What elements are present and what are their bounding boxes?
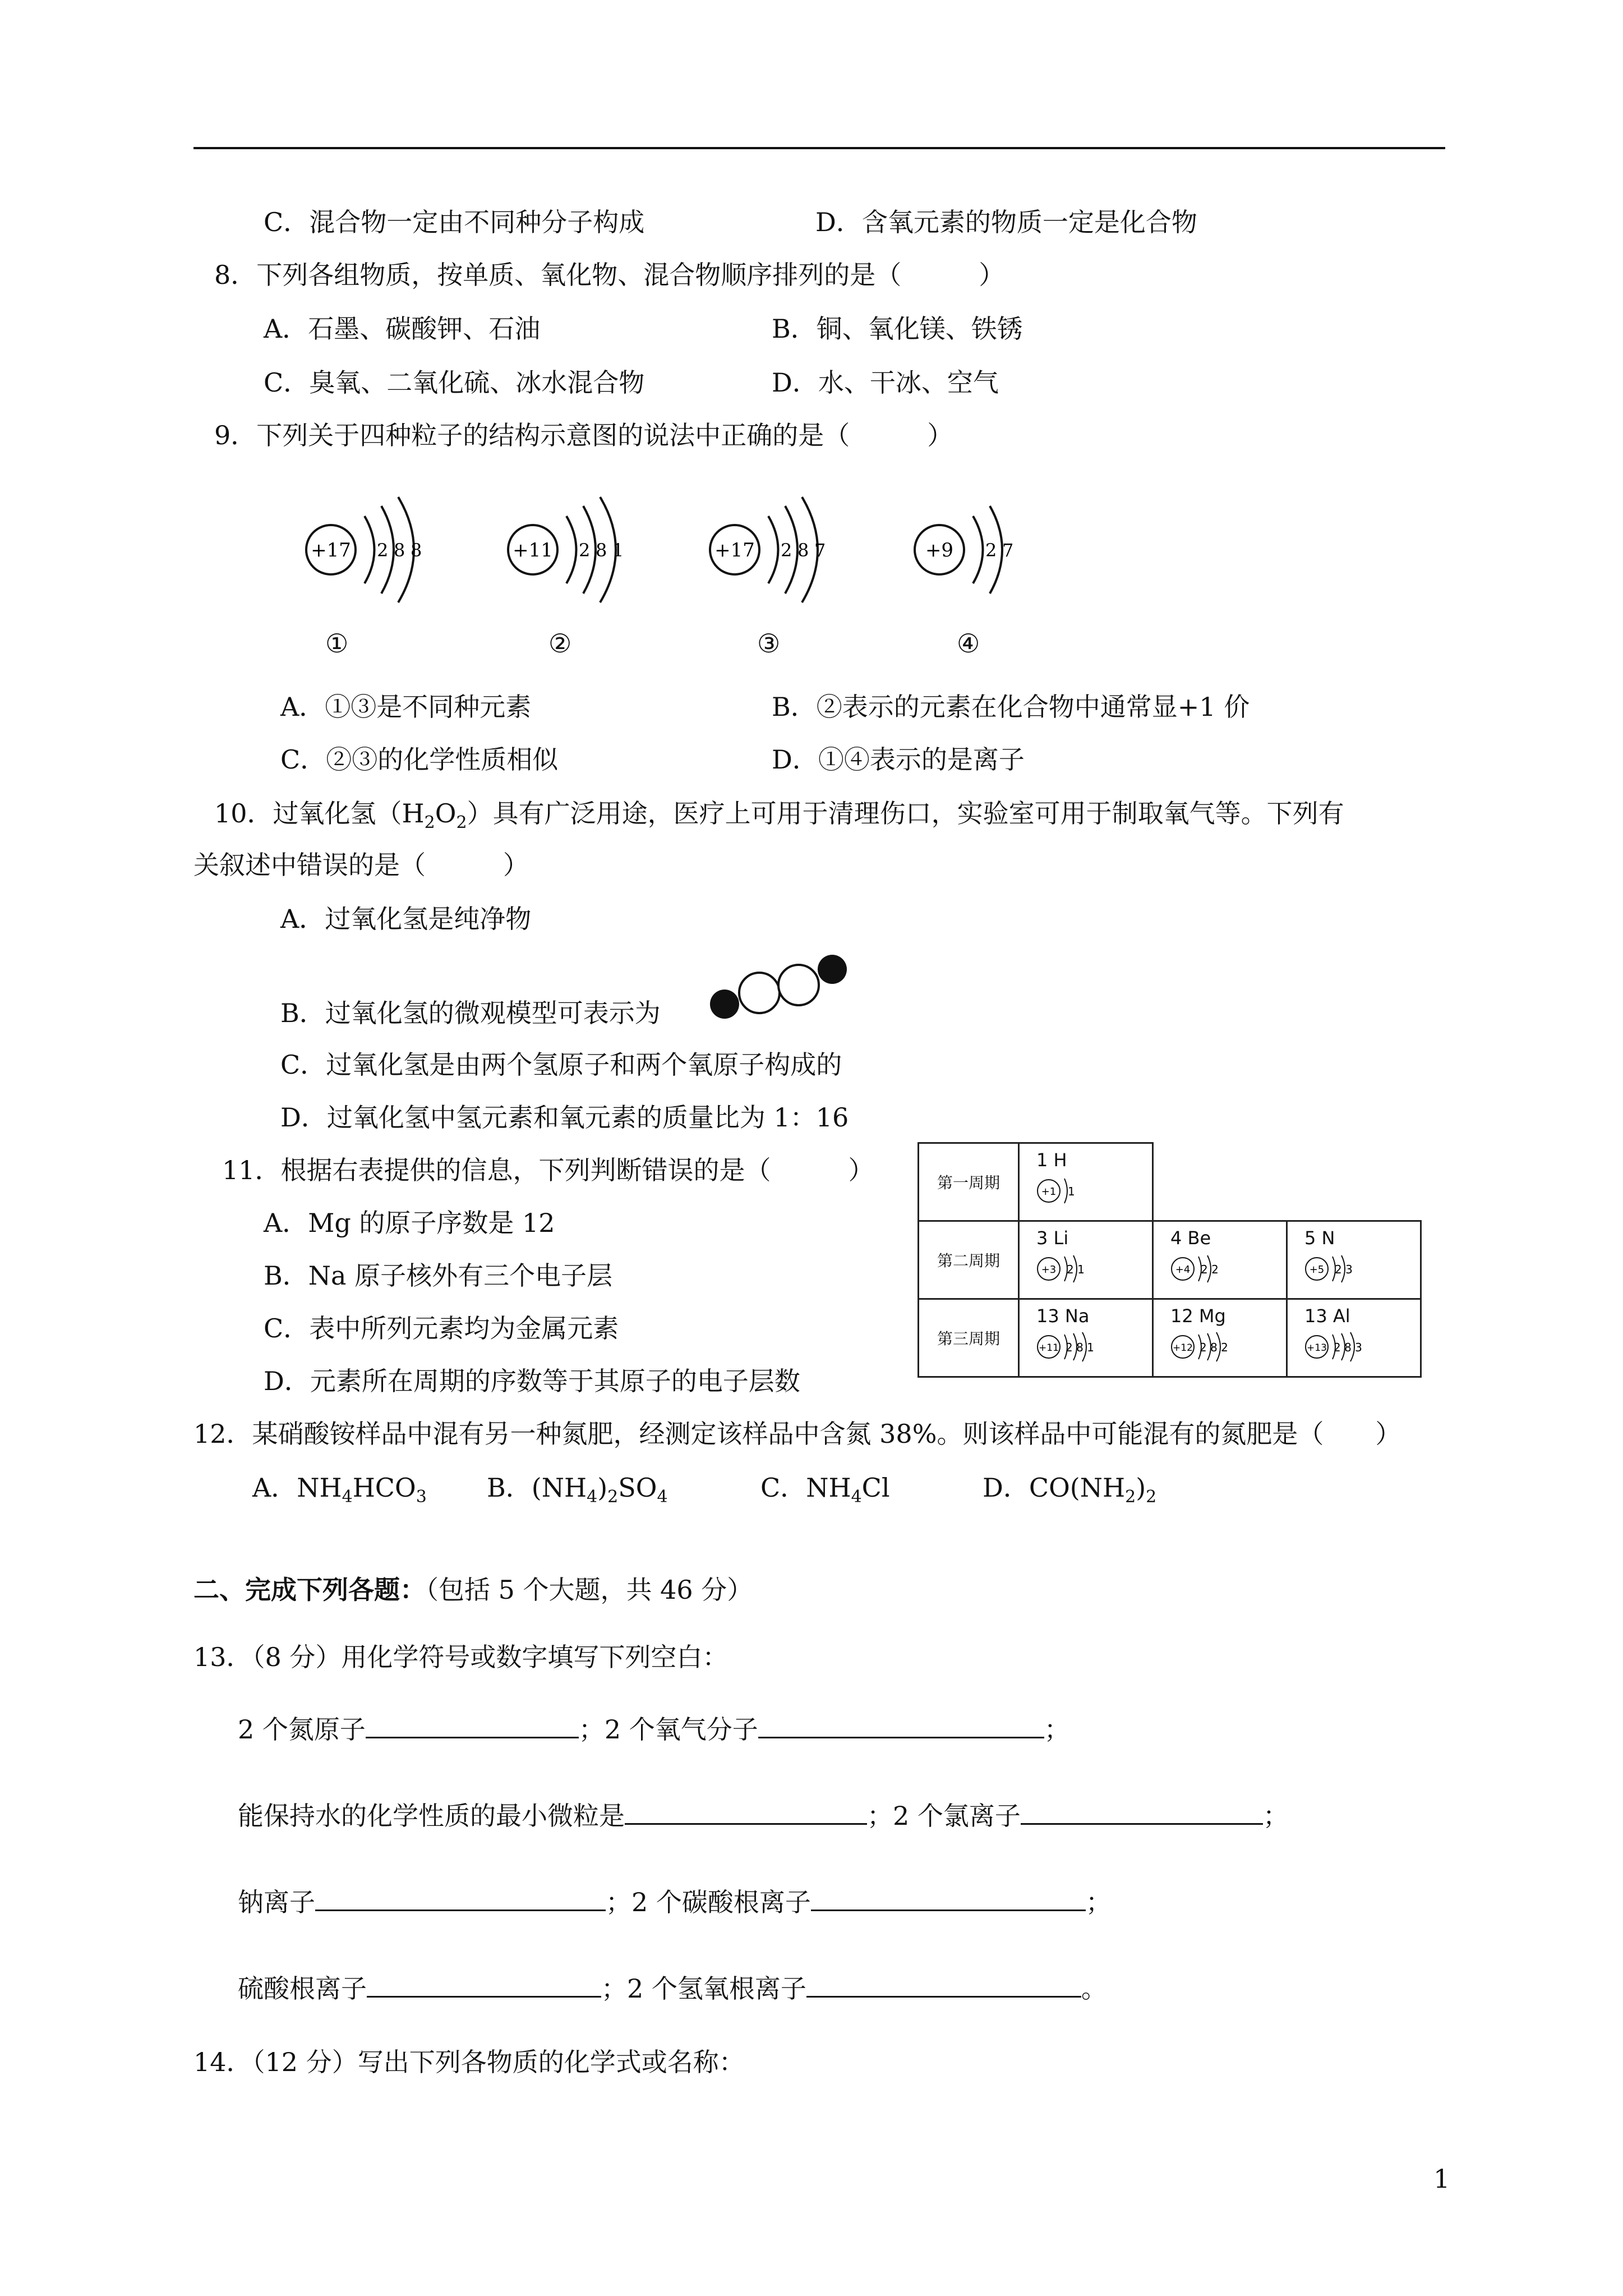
element-li-nucleus: +3	[1041, 1264, 1057, 1276]
period-label-3: 第三周期	[919, 1299, 1019, 1377]
q14-stem: 14．（12 分）写出下列各物质的化学式或名称：	[193, 2047, 745, 2077]
element-label-n: 5 N	[1304, 1227, 1335, 1249]
particle-3-shell-2: 8	[797, 540, 809, 561]
q12-b-sub-3: 4	[657, 1487, 668, 1507]
q10-stem	[214, 797, 1344, 840]
element-mg-diagram	[1169, 1331, 1265, 1363]
q13-row-1-end: ；	[1044, 1714, 1070, 1745]
q13-row-4-end: 。	[1081, 1973, 1107, 2004]
q13-label-oxygen-molecules: ；2 个氧气分子	[578, 1714, 758, 1745]
element-na-nucleus: +11	[1039, 1342, 1059, 1354]
particle-4-label: ④	[957, 628, 980, 659]
q12-a-sub-2: 3	[416, 1487, 427, 1507]
element-n-diagram	[1303, 1253, 1387, 1285]
answer-blank-hydroxide-ions[interactable]	[806, 1971, 1081, 1998]
element-cell-li	[1019, 1221, 1153, 1299]
atomic-structure-diagrams	[286, 471, 1071, 617]
particle-1-label: ①	[325, 628, 349, 659]
q13-row-2	[238, 1798, 1289, 1833]
q13-label-hydroxide-ions: ；2 个氢氧根离子	[601, 1973, 806, 2004]
particle-4-shell-1: 2	[985, 540, 997, 561]
q10-option-c: C．过氧化氢是由两个氢原子和两个氧原子构成的	[280, 1050, 842, 1080]
q11-option-a: A．Mg 的原子序数是 12	[264, 1208, 555, 1238]
header-rule	[193, 147, 1445, 149]
q12-stem: 12．某硝酸铵样品中混有另一种氮肥，经测定该样品中含氮 38%。则该样品中可能混有的氮肥是（ ）	[193, 1419, 1401, 1449]
q10-stem-part-1: 10．过氧化氢（H	[214, 798, 425, 829]
q13-label-nitrogen-atoms: 2 个氮原子	[238, 1714, 366, 1745]
q12-option-c	[760, 1471, 890, 1514]
q11-option-d: D．元素所在周期的序数等于其原子的电子层数	[264, 1366, 800, 1396]
q13-row-2-end: ；	[1262, 1801, 1289, 1831]
q8-option-d: D．水、干冰、空气	[772, 367, 999, 398]
q9-option-c: C．②③的化学性质相似	[280, 744, 559, 775]
element-n-shells: 2 3	[1335, 1263, 1353, 1276]
q10-stem-part-3: ）具有广泛用途，医疗上可用于清理伤口，实验室可用于制取氧气等。下列有	[467, 798, 1344, 829]
answer-blank-chloride-ions[interactable]	[1021, 1798, 1263, 1825]
q10-option-d: D．过氧化氢中氢元素和氧元素的质量比为 1：16	[280, 1102, 849, 1133]
element-be-shells: 2 2	[1201, 1263, 1219, 1276]
element-li-diagram	[1035, 1253, 1119, 1285]
q12-option-d	[983, 1471, 1156, 1514]
element-label-mg: 12 Mg	[1170, 1305, 1226, 1327]
period-row-1	[919, 1143, 1421, 1221]
element-na-diagram	[1035, 1331, 1131, 1363]
particle-4-nucleus: +9	[925, 539, 954, 562]
q8-option-a: A．石墨、碳酸钾、石油	[264, 314, 541, 344]
element-label-na: 13 Na	[1036, 1305, 1090, 1327]
section-2-title: 二、完成下列各题：	[193, 1575, 426, 1605]
answer-blank-sodium-ion[interactable]	[315, 1885, 606, 1911]
q7-option-d: D．含氧元素的物质一定是化合物	[815, 207, 1197, 237]
element-cell-mg	[1153, 1299, 1287, 1377]
element-cell-na	[1019, 1299, 1153, 1377]
period-row-2	[919, 1221, 1421, 1299]
particle-4-shell-2: 7	[1002, 540, 1014, 561]
q7-option-c: C．混合物一定由不同种分子构成	[264, 207, 645, 237]
answer-blank-carbonate-ions[interactable]	[811, 1885, 1086, 1911]
answer-blank-water-particle[interactable]	[625, 1798, 867, 1825]
particle-3-shell-1: 2	[781, 540, 792, 561]
element-label-li: 3 Li	[1036, 1227, 1069, 1249]
q13-label-water-particle: 能保持水的化学性质的最小微粒是	[238, 1801, 625, 1831]
q11-option-c: C．表中所列元素均为金属元素	[264, 1313, 619, 1343]
section-2-note: （包括 5 个大题，共 46 分）	[426, 1575, 753, 1605]
period-label-1: 第一周期	[919, 1143, 1019, 1221]
q11-option-b: B．Na 原子核外有三个电子层	[264, 1260, 613, 1291]
periodic-table-excerpt	[917, 1142, 1422, 1378]
q13-label-sodium-ion: 钠离子	[238, 1887, 315, 1917]
q12-option-b	[487, 1471, 668, 1514]
element-cell-h	[1019, 1143, 1153, 1221]
q12-b-part-2: )	[597, 1473, 608, 1503]
q9-option-a: A．①③是不同种元素	[280, 692, 532, 722]
q12-b-sub-2: 2	[607, 1487, 619, 1507]
element-be-nucleus: +4	[1175, 1264, 1191, 1276]
element-cell-n	[1287, 1221, 1421, 1299]
element-al-nucleus: +13	[1307, 1342, 1327, 1354]
particle-3-nucleus: +17	[714, 539, 755, 562]
element-n-nucleus: +5	[1309, 1264, 1325, 1276]
q10-stem-sub-2: 2	[456, 813, 467, 832]
q13-row-3-end: ；	[1085, 1887, 1112, 1917]
period-label-2: 第二周期	[919, 1221, 1019, 1299]
q13-row-3	[238, 1885, 1112, 1919]
period-row-3	[919, 1299, 1421, 1377]
particle-3-label: ③	[757, 628, 781, 659]
particle-1-shell-1: 2	[377, 540, 389, 561]
particle-2-shell-2: 8	[596, 540, 607, 561]
q10-stem-part-2: O	[435, 798, 457, 829]
q13-stem: 13．（8 分）用化学符号或数字填写下列空白：	[193, 1642, 728, 1672]
element-na-shells: 2 8 1	[1066, 1341, 1094, 1354]
q12-a-part-1: A．NH	[252, 1473, 342, 1503]
particle-1-shell-3: 8	[411, 540, 422, 561]
q12-b-part-1: B．(NH	[487, 1473, 587, 1503]
q10-stem-sub-1: 2	[424, 813, 435, 832]
q11-stem: 11．根据右表提供的信息，下列判断错误的是（ ）	[222, 1155, 874, 1185]
element-h-diagram	[1035, 1175, 1119, 1207]
q12-c-sub-1: 4	[851, 1487, 862, 1507]
element-cell-al	[1287, 1299, 1421, 1377]
particle-1-nucleus: +17	[311, 539, 351, 562]
element-label-al: 13 Al	[1304, 1305, 1350, 1327]
element-mg-shells: 2 8 2	[1200, 1341, 1228, 1354]
q8-stem: 8．下列各组物质，按单质、氧化物、混合物顺序排列的是（ ）	[214, 260, 1005, 290]
q12-b-sub-1: 4	[587, 1487, 598, 1507]
particle-2-shell-3: 1	[612, 540, 624, 561]
particle-3-shell-3: 7	[814, 540, 826, 561]
element-h-shells: 1	[1068, 1185, 1075, 1198]
q12-c-part-2: Cl	[861, 1473, 890, 1503]
q9-stem: 9．下列关于四种粒子的结构示意图的说法中正确的是（ ）	[214, 420, 953, 450]
element-be-diagram	[1169, 1253, 1253, 1285]
q8-option-c: C．臭氧、二氧化硫、冰水混合物	[264, 367, 645, 398]
answer-blank-sulfate-ion[interactable]	[367, 1971, 601, 1998]
q9-option-b: B．②表示的元素在化合物中通常显+1 价	[772, 692, 1250, 722]
q13-label-chloride-ions: ；2 个氯离子	[867, 1801, 1021, 1831]
element-al-diagram	[1303, 1331, 1399, 1363]
q12-b-part-3: SO	[618, 1473, 657, 1503]
q13-row-1	[238, 1712, 1070, 1746]
q10-option-a: A．过氧化氢是纯净物	[280, 904, 532, 934]
particle-2-nucleus: +11	[513, 539, 553, 562]
particle-2-label: ②	[548, 628, 572, 659]
h2o2-molecule-model	[708, 950, 854, 1023]
element-label-h: 1 H	[1036, 1149, 1067, 1171]
q12-a-sub-1: 4	[342, 1487, 353, 1507]
q12-c-part-1: C．NH	[760, 1473, 851, 1503]
section-2-heading	[193, 1573, 753, 1607]
particle-1-shell-2: 8	[394, 540, 405, 561]
q12-d-part-1: D．CO(NH	[983, 1473, 1126, 1503]
element-al-shells: 2 8 3	[1334, 1341, 1362, 1354]
q12-d-sub-1: 2	[1125, 1487, 1136, 1507]
q13-label-sulfate-ion: 硫酸根离子	[238, 1973, 367, 2004]
q9-option-d: D．①④表示的是离子	[772, 744, 1025, 775]
q13-label-carbonate-ions: ；2 个碳酸根离子	[606, 1887, 811, 1917]
answer-blank-oxygen-molecules[interactable]	[758, 1712, 1044, 1738]
element-mg-nucleus: +12	[1173, 1342, 1193, 1354]
element-h-nucleus: +1	[1041, 1186, 1057, 1198]
particle-2-shell-1: 2	[579, 540, 591, 561]
element-label-be: 4 Be	[1170, 1227, 1211, 1249]
answer-blank-nitrogen-atoms[interactable]	[366, 1712, 579, 1738]
q12-a-part-2: HCO	[352, 1473, 416, 1503]
q12-option-a	[252, 1471, 427, 1514]
element-li-shells: 2 1	[1067, 1263, 1085, 1276]
element-cell-be	[1153, 1221, 1287, 1299]
page-number: 1	[1433, 2164, 1450, 2194]
q12-d-sub-2: 2	[1146, 1487, 1157, 1507]
q12-d-part-2: )	[1136, 1473, 1146, 1503]
q10-option-b: B．过氧化氢的微观模型可表示为	[280, 998, 661, 1028]
q8-option-b: B．铜、氧化镁、铁锈	[772, 314, 1023, 344]
q10-stem-line-2: 关叙述中错误的是（ ）	[193, 850, 529, 880]
q13-row-4	[238, 1971, 1107, 2005]
